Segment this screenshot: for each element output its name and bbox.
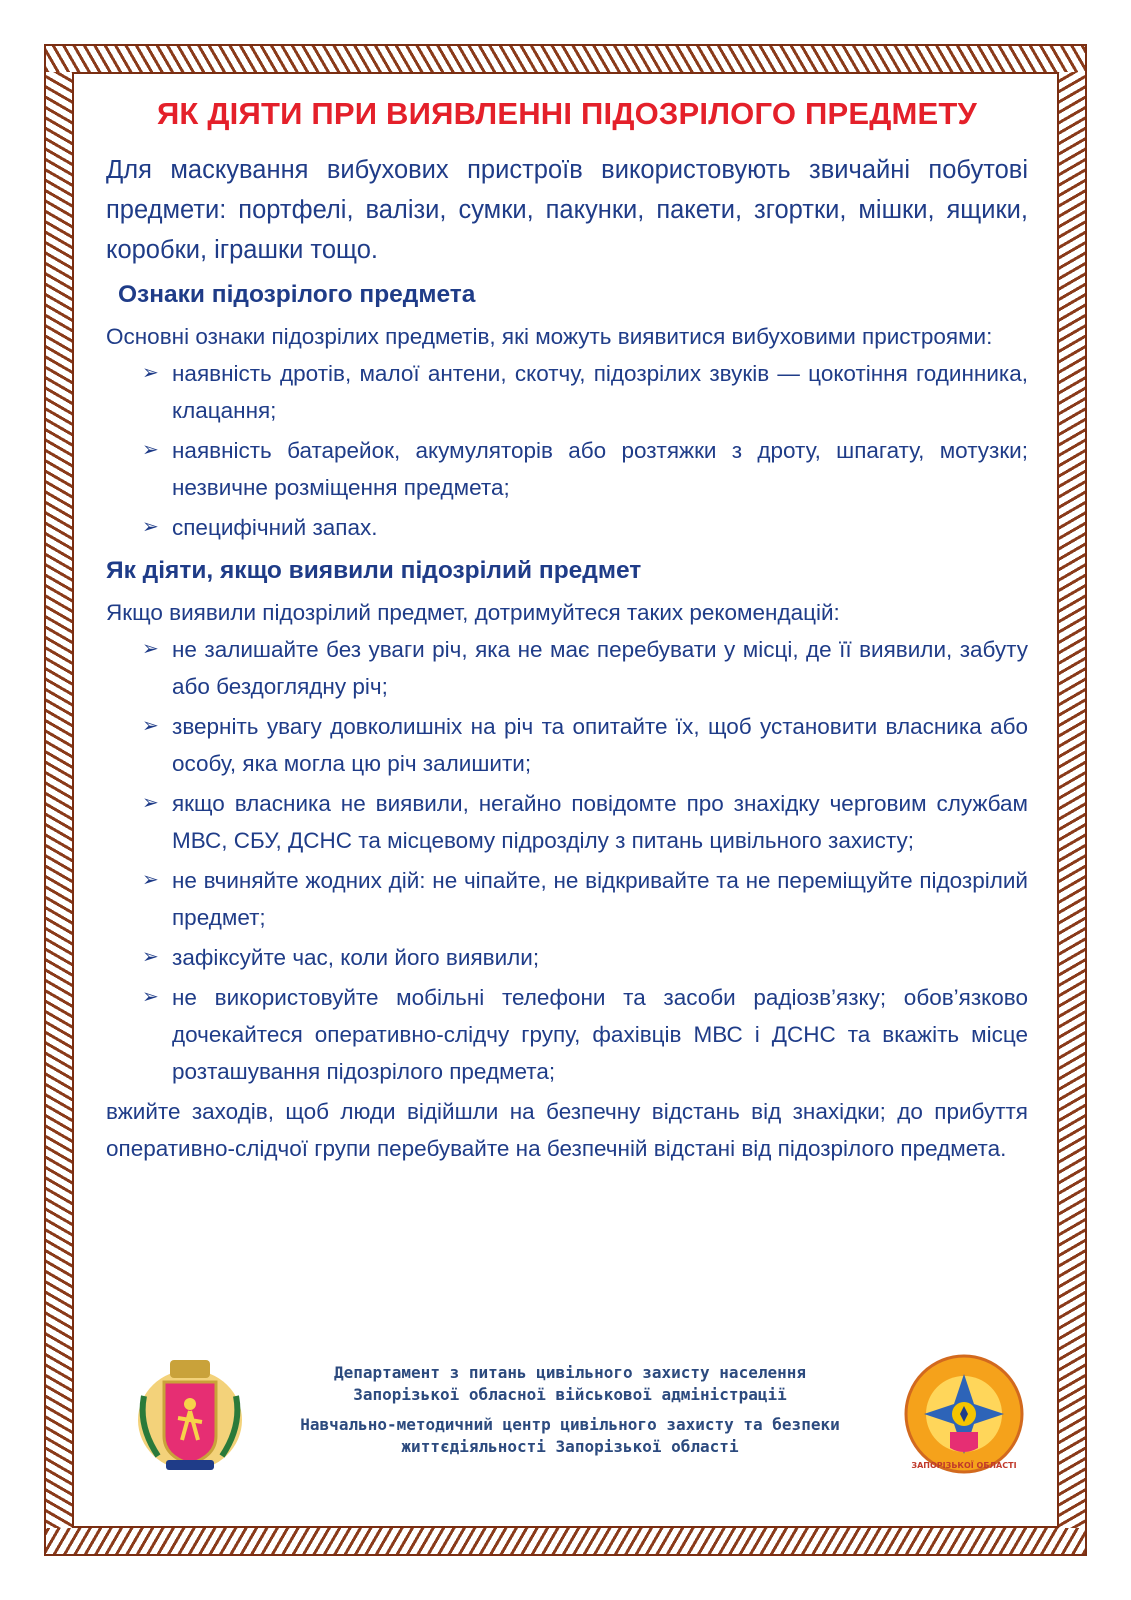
arrow-right-icon: ➢	[142, 362, 159, 384]
list-item: ➢ наявність батарейок, акумуляторів або розтяжки з дроту, шпагату, мотузки; незвичне розміщення предмета;	[106, 432, 1028, 506]
coat-of-arms-icon	[130, 1356, 250, 1481]
list-item: ➢ якщо власника не виявили, негайно повідомте про знахідку черговим службам МВС, СБУ, ДСНС та місцевому підрозділу з питань цивільного захисту;	[106, 785, 1028, 859]
page-title: ЯК ДІЯТИ ПРИ ВИЯВЛЕННІ ПІДОЗРІЛОГО ПРЕДМЕТУ	[156, 96, 978, 131]
list-item: ➢ наявність дротів, малої антени, скотчу, підозрілих звуків — цокотіння годинника, клацання;	[106, 355, 1028, 429]
list-item: ➢ специфічний запах.	[106, 509, 1028, 546]
civil-protection-emblem-icon	[902, 1352, 1026, 1481]
arrow-right-icon: ➢	[142, 792, 159, 814]
section2-list	[106, 631, 1028, 1090]
section2-heading: Як діяти, якщо виявили підозрілий предмет	[106, 557, 642, 584]
svg-text:ЗАПОРІЗЬКОЇ ОБЛАСТІ: ЗАПОРІЗЬКОЇ ОБЛАСТІ	[911, 1461, 1017, 1470]
section1-lead: Основні ознаки підозрілих предметів, які можуть виявитися вибуховими пристроями:	[106, 324, 993, 349]
list-item: ➢ зафіксуйте час, коли його виявили;	[106, 939, 1028, 976]
section1-heading: Ознаки підозрілого предмета	[118, 281, 476, 308]
list-item: ➢ не залишайте без уваги річ, яка не має перебувати у місці, де її виявили, забуту або бездоглядну річ;	[106, 631, 1028, 705]
arrow-right-icon: ➢	[142, 869, 159, 891]
list-item: ➢ не використовуйте мобільні телефони та засоби радіозв’язку; обов’язково дочекайтеся оперативно-слідчу групу, фахівців МВС і ДСНС та вкажіть місце розташування підозрілого предмета;	[106, 979, 1028, 1090]
list-item: ➢ зверніть увагу довколишніх на річ та опитайте їх, щоб установити власника або особу, яка могла цю річ залишити;	[106, 708, 1028, 782]
footer-center: Навчально-методичний центр цивільного захисту та безпеки життєдіяльності Запорізької області	[300, 1415, 840, 1456]
document-body	[106, 96, 1028, 1167]
list-item: ➢ не вчиняйте жодних дій: не чіпайте, не відкривайте та не переміщуйте підозрілий предмет;	[106, 862, 1028, 936]
section1-list	[106, 355, 1028, 546]
arrow-right-icon: ➢	[142, 439, 159, 461]
intro-paragraph: Для маскування вибухових пристроїв використовують звичайні побутові предмети: портфелі, валізи, сумки, пакунки, пакети, згортки, мішки, ящики, коробки, іграшки тощо.	[106, 156, 1028, 264]
footer	[120, 1356, 1020, 1476]
arrow-right-icon: ➢	[142, 986, 159, 1008]
arrow-right-icon: ➢	[142, 638, 159, 660]
arrow-right-icon: ➢	[142, 946, 159, 968]
closing-paragraph: вжийте заходів, щоб люди відійшли на безпечну відстань від знахідки; до прибуття оперативно-слідчої групи перебувайте на безпечній відстані від підозрілого предмета.	[106, 1099, 1028, 1161]
arrow-right-icon: ➢	[142, 516, 159, 538]
section2-lead: Якщо виявили підозрілий предмет, дотримуйтеся таких рекомендацій:	[106, 600, 840, 625]
arrow-right-icon: ➢	[142, 715, 159, 737]
footer-department: Департамент з питань цивільного захисту населення Запорізької обласної військової адміністрації	[333, 1363, 806, 1404]
